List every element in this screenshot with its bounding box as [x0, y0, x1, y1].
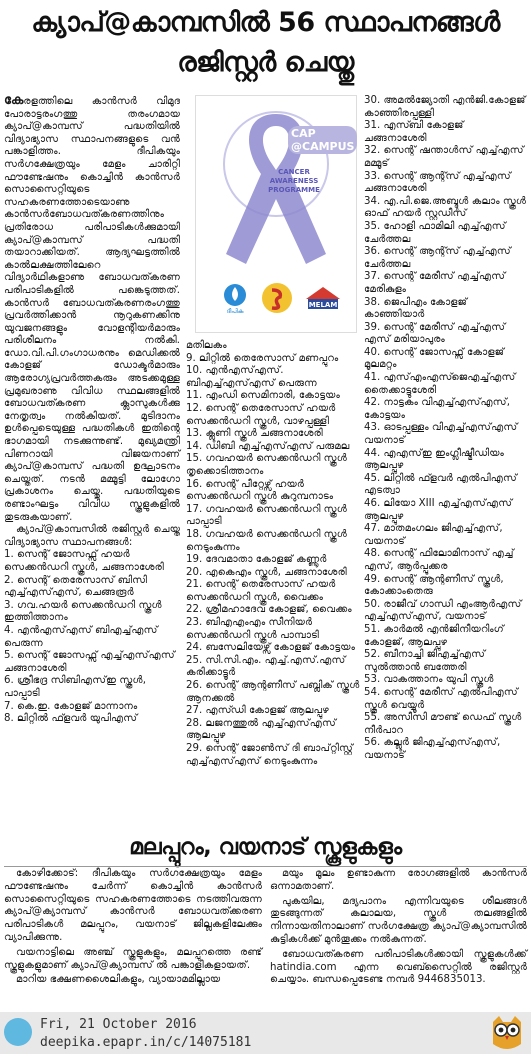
school-list-1: [4, 549, 180, 725]
list-item: 46. ലിയോ XIII എച്ച്എസ്എസ് ആലപ്പുഴ: [364, 498, 513, 522]
list-item: 52. ബീനാച്ചി ജിഎച്ച്എസ് സുൽത്താൻ ബത്തേരി: [364, 649, 486, 673]
epaper-footer: [0, 1012, 531, 1054]
list-item: 49. സെന്റ് ആന്റണീസ് സ്കൂൾ, കോക്കാംതെരു: [364, 573, 504, 598]
list-item: 11. എംഡി സെമിനാരി, കോട്ടയം: [186, 390, 340, 402]
list-item: 39. സെന്റ് മേരീസ് എച്ച്എസ് എസ് മരിയാപുരം: [364, 321, 506, 346]
list-item: 13. ക്ലൂണി സ്കൂൾ ചങ്ങനാശേരി: [186, 428, 323, 440]
list-item: 8. ലിറ്റിൽ ഫ്ളവർ യുപിഎസ്: [4, 713, 138, 725]
divider: [4, 866, 527, 867]
paragraph: ബോധവത്കരണ പരിപാടികൾക്കായി സ്കൂളുകൾക്ക് hatindia.com എന്ന വെബ്സൈറ്റിൽ രജിസ്റ്റർ ചെയ്യാം. ബന്ധപ്പെടേണ്ട നമ്പർ 9446835013.: [270, 948, 527, 986]
list-item: 26. സെന്റ് ആന്റണീസ് പബ്ലിക് സ്കൂൾ ആനക്കൽ: [186, 680, 360, 704]
list-item: 40. സെന്റ് ജോസഫ്സ് കോളജ് മൂലമറ്റം: [364, 346, 505, 371]
list-item: 38. ജെപിഎം കോളജ് കാഞ്ഞിയാർ: [364, 296, 468, 321]
cap-campus-label: CAP @CAMPUS: [288, 126, 357, 154]
list-item: 33. സെന്റ് ആന്റ്സ് എച്ച്എസ് ചങ്ങനാശേരി: [364, 170, 511, 195]
list-item: 3. ഗവ.ഹയർ സെക്കൻഡറി സ്കൂൾ ഇത്തിത്താനം: [4, 599, 162, 624]
paragraph: മയും മൂലം ഉണ്ടാകുന്ന രോഗങ്ങളിൽ കാൻസർ ഒന്നാമതാണ്.: [270, 868, 527, 892]
epaper-logo-icon: [4, 1018, 32, 1046]
list-item: 48. സെന്റ് ഫിലോമിനാസ് എച്ച് എസ്, ആർപ്പൂക്കര: [364, 548, 514, 572]
list-item: 45. ലിറ്റിൽ ഫ്ളവർ എൽപിഎസ് എടത്വാ: [364, 472, 517, 497]
list-item: 47. മാതമംഗലം ജിഎച്ച്എസ്, വയനാട്: [364, 523, 503, 547]
list-item: 27. എസ്ഡി കോളജ് ആലപ്പുഴ: [186, 705, 329, 717]
dropcap: കേ: [4, 93, 24, 108]
list-item: 17. ഗവഹയർ സെക്കൻഡറി സ്കൂൾ പാപ്പാടി: [186, 503, 347, 528]
list-item: 30. അമൽജ്യോതി എൻജി.കോളജ് കാഞ്ഞിരപ്പള്ളി: [364, 95, 526, 119]
list-item: 1. സെന്റ് ജോസഫ്സ് ഹയർ സെക്കൻഡറി സ്കൂൾ, ചങ്ങനാശേരി: [4, 549, 164, 573]
programme-label: CANCER AWARENESS PROGRAMME: [268, 168, 320, 194]
list-item: 16. സെന്റ് പീറ്റേഴ്സ് ഹയർ സെക്കൻഡറി സ്കൂൾ കുറുമ്പനാടം: [186, 478, 334, 503]
list-item: 18. ഗവഹയർ സെക്കൻഡറി സ്കൂൾ നെടുംകുന്നം: [186, 528, 347, 553]
list-item: 9. ലിറ്റിൽ തെരേസാസ് മണപ്പുറം: [186, 352, 339, 364]
list-item: 31. എസ്ബി കോളജ് ചങ്ങനാശേരി: [364, 120, 464, 144]
list-item: 20. എകെഎം സ്കൂൾ, ചങ്ങനാശേരി: [186, 566, 347, 578]
list-intro: ക്യാപ്@കാമ്പസിൽ രജിസ്റ്റർ ചെയ്ത വിദ്യാഭ്യാസ സ്ഥാപനങ്ങൾ:: [4, 524, 180, 548]
list-item: 22. ശ്രീമഹാദേവ കോളജ്, വൈക്കം: [186, 604, 352, 616]
list-item: 14. ഡിബി എച്ച്എസ്എസ് പരുമല: [186, 440, 350, 452]
paragraph: മാറിയ ഭക്ഷണശൈലികളും, വ്യായാമമില്ലായ: [16, 974, 221, 986]
list-item: 12. സെന്റ് തെരേസാസ് ഹയർ സെക്കൻഡറി സ്കൂൾ, വാഴപ്പള്ളി: [186, 402, 336, 427]
column-1: [4, 95, 180, 726]
list-item: 21. സെന്റ് തെരേസാസ് ഹയർ സെക്കൻഡറി സ്കൂൾ, വൈക്കം: [186, 579, 336, 603]
list-item: 32. സെന്റ് ഷന്താൾസ് എച്ച്എസ് മമ്മൂട്: [364, 145, 524, 169]
list-item: 36. സെന്റ് ആന്റ്സ് എച്ച്എസ് ചേർത്തല: [364, 246, 511, 270]
list-item: 23. ബിഎഎംഎം സീനിയർ സെക്കൻഡറി സ്കൂൾ പാമ്പാടി: [186, 617, 319, 641]
column-2: [186, 340, 362, 768]
list-item: 29. സെന്റ് ജോൺസ് ദി ബാപ്റ്റിസ്റ്റ് എച്ച്എസ്എസ് നെടുംകുന്നം: [186, 743, 353, 767]
deepika-logo-text: ദീപിക: [226, 308, 244, 315]
bottom-column-right: [270, 868, 527, 989]
school-list-2: [186, 340, 362, 768]
subheading: മലപ്പുറം, വയനാട് സ്കൂളുകളും: [129, 835, 402, 860]
list-item: 4. എൻഎസ്എസ് ബിഎച്ച്എസ് പെരുന്ന: [4, 624, 158, 649]
cap-campus-logo-figure: [195, 95, 357, 333]
list-item: 41. എസ്എംഎസ്ജെഎച്ച്എസ് തൈക്കാട്ടുശേരി: [364, 372, 516, 396]
list-item: മതിലകം: [186, 340, 227, 351]
melam-logo-icon: [302, 281, 344, 315]
list-item: 28. ലജനത്തുൽ എച്ച്എസ്എസ് ആലപ്പുഴ: [186, 717, 336, 742]
school-list-3: [364, 95, 528, 762]
column-3: [364, 95, 528, 762]
list-item: 51. കാർമൽ എൻജിനീയറിംഗ് കോളജ്, ആലപ്പുഴ: [364, 623, 504, 648]
list-item: 34. എ.പി.ജെ.അബ്ദുൾ കലാം സ്കൂൾ ഓഫ് ഹയർ സ്റ്റഡീസ്: [364, 195, 527, 220]
paragraph: കോഴിക്കോട്: ദീപികയും സർഗക്ഷേത്രയും മേളം ഫൗണ്ടേഷനും ചേർന്ന് കൊച്ചിൻ കാൻസർ സൊസൈറ്റിയുടെ സഹകരണത്തോടെ നടത്തിവരുന്ന ക്യാപ്@ക്യാമ്പസ് കാൻസർ ബോധവത്ക്കരണ പരിപാടികൾ മലപ്പുറം, വയനാട് ജില്ലകളിലേക്കും വ്യാപിക്കുന്നു.: [4, 868, 262, 943]
list-item: 42. നാട്ടകം വിഎച്ച്എസ്എസ്, കോട്ടയം: [364, 397, 510, 421]
list-item: 54. സെന്റ് മേരീസ് എൽപിഎസ് സ്കൂൾ വെയ്യൂർ: [364, 686, 518, 711]
sargakshetra-logo-icon: [260, 281, 294, 315]
headline-line-1: ക്യാപ്@കാമ്പസിൽ 56 സ്ഥാപനങ്ങൾ: [31, 7, 500, 38]
paragraph: വയനാട്ടിലെ അഞ്ച് സ്കൂളുകളും, മലപ്പുറത്തെ രണ്ട് സ്കൂളുകളുമാണ് ക്യാപ്@ക്യാമ്പസ് ൽ പങ്കാളികളായത്.: [4, 946, 262, 971]
list-item: 2. സെന്റ് തെരേസാസ് ബിസി എച്ച്എസ്എസ്, ചെങ്ങരൂർ: [4, 574, 147, 599]
footer-date: Fri, 21 October 2016: [40, 1017, 197, 1032]
list-item: 7. കെ.ഇ. കോളജ് മാന്നാനം: [4, 700, 138, 712]
bottom-column-left: [4, 868, 262, 989]
paragraph: പുകയില, മദ്യപാനം എന്നിവയുടെ ശീലങ്ങൾ തുടങ്ങുന്നത് കലാലയ, സ്കൂൾ തലങ്ങളിൽ നിന്നായതിനാലാണ് സർഗക്ഷേത്ര ക്യാപ്@ക്യാമ്പസിൽ കുട്ടികൾക്ക് മുൻതൂക്കം നൽകുന്നത്.: [270, 895, 527, 945]
headline-line-2: രജിസ്റ്റർ ചെയ്തു: [177, 47, 354, 78]
list-item: 53. വാകത്താനം യുപി സ്കൂൾ: [364, 674, 494, 686]
deepika-logo-icon: [218, 281, 252, 315]
list-item: 37. സെന്റ് മേരീസ് എച്ച്എസ് മേരികുളം: [364, 271, 506, 295]
intro-paragraph: [4, 95, 180, 524]
list-item: 5. സെന്റ് ജോസഫ്സ് എച്ച്എസ്എസ് ചങ്ങനാശേരി: [4, 650, 175, 674]
list-item: 43. ഓടപ്പള്ളം വിഎച്ച്എസ്എസ് വയനാട്: [364, 422, 518, 447]
owl-mascot-icon: [489, 1014, 525, 1052]
intro-text: രളത്തിലെ കാൻസർ വിമുദ പോരാട്ടരംഗത്തു തരംഗമായ ക്യാപ്@കാമ്പസ് പദ്ധതിയിൽ വിദ്യാഭ്യാസ സ്ഥാപനങ്ങളുടെ വൻ പങ്കാളിത്തം. ദീപികയും സർഗക്ഷേത്രയും മേളം ചാരിറ്റി ഫൗണ്ടേഷനും കൊച്ചിൻ കാൻസർ സൊസൈറ്റിയുടെ സഹകരണത്തോടെയാണു കാൻസർബോധവത്കരണത്തിനും പ്രതിരോധ പരിപാടികൾക്കുമായി ക്യാപ്@കാമ്പസ് പദ്ധതി തയാറാക്കിയത്. ആദ്യഘട്ടത്തിൽ കാൽലക്ഷത്തിലേറെ വിദ്യാർഥികളാണു ബോധവത്കരണ പരിപാടികളിൽ പങ്കെടുത്തത്. കാൻസർ ബോധവത്കരണരംഗത്തു പ്രവർത്തിക്കാൻ നൂറുകണക്കിനു യുവജനങ്ങളും വോളന്റിയർമാരും പരിശീലനം നൽകി. ഡോ.വി.പി.ഗംഗാധരനും മെഡിക്കൽ കോളജ് ഡോക്ടർമാരും ആരോഗ്യപ്രവർത്തകരും അടക്കമുള്ള പ്രമുഖരാണു വിവിധ സ്ഥലങ്ങളിൽ ബോധവത്കരണ ക്ലാസുകൾക്കു നേതൃത്വം നൽകിയത്. മുടിദാനം ഉൾപ്പെടെയുള്ള പദ്ധതികൾ ഇതിന്റെ ഭാഗമായി നടക്കുന്നുണ്ട്. മുഖ്യമന്ത്രി പിണറായി വിജയനാണ് ക്യാപ്@കാമ്പസ് പദ്ധതി ഉദ്ഘാടനം ചെയ്തത്. നടൻ മമ്മൂട്ടി ലോഗോ പ്രകാശനം ചെയ്തു. പദ്ധതിയുടെ രണ്ടാംഘട്ടം വിവിധ സ്കൂളുകളിൽ തുടരുകയാണ്.: [4, 96, 180, 523]
list-item: 44. എഎസ്ഇ ഇംഗ്ലീഷ്മീഡിയം ആലപ്പുഴ: [364, 447, 504, 472]
list-item: 25. സി.സി.എം. എച്ച്.എസ്.എസ് കരിക്കാട്ടൂർ: [186, 654, 346, 679]
list-item: 55. അസീസി മൗണ്ട് ഡെഫ് സ്കൂൾ നീർപാറ: [364, 712, 522, 736]
list-item: 50. രാജീവ് ഗാന്ധി എംആർഎസ് എച്ച്എസ്എസ്, വയനാട്: [364, 598, 522, 623]
list-item: 35. ഹോളി ഫാമിലി എച്ച്എസ് ചേർത്തല: [364, 220, 506, 245]
list-item: 19. ദേവമാതാ കോളജ് കണ്ണൂർ: [186, 554, 327, 566]
list-item: 10. എൻഎസ്എസ്. ബിഎച്ച്എസ്എസ് പെരുന്ന: [186, 365, 317, 389]
list-item: 56. കല്ലൂർ ജിഎച്ച്എസ്എസ്, വയനാട്: [364, 737, 501, 761]
footer-url[interactable]: deepika.epapr.in/c/14075181: [40, 1035, 252, 1050]
list-item: 24. ബസേലിയേഴ്സ് കോളജ് കോട്ടയം: [186, 642, 355, 654]
list-item: 15. ഗവഹയർ സെക്കൻഡറി സ്കൂൾ തൃക്കൊടിത്താനം: [186, 453, 347, 477]
melam-logo-text: MELAM: [308, 301, 338, 309]
list-item: 6. ശ്രീഭദ്ര സിബിഎസ്ഇ സ്കൂൾ, പാപ്പാടി: [4, 675, 146, 699]
